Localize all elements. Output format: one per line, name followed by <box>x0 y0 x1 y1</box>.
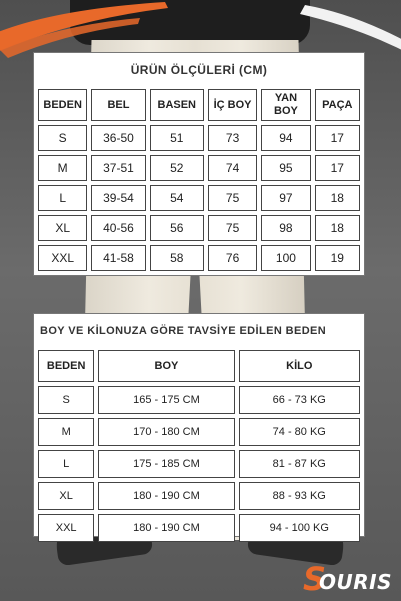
table-cell: M <box>38 155 87 181</box>
table-cell: M <box>38 418 94 446</box>
table-cell: 39-54 <box>91 185 145 211</box>
table-cell: 36-50 <box>91 125 145 151</box>
header-cell: BEDEN <box>38 89 87 121</box>
table-cell: 37-51 <box>91 155 145 181</box>
table-cell: 18 <box>315 215 360 241</box>
header-cell: YAN BOY <box>261 89 310 121</box>
table-cell: 75 <box>208 185 257 211</box>
header-cell: BEDEN <box>38 350 94 382</box>
table-cell: XL <box>38 482 94 510</box>
recommended-size-card <box>33 313 365 537</box>
table-cell: 88 - 93 KG <box>239 482 360 510</box>
souris-logo <box>305 560 401 600</box>
table-header-row <box>38 350 360 382</box>
table-cell: L <box>38 185 87 211</box>
header-cell: BOY <box>98 350 234 382</box>
table-cell: 52 <box>150 155 204 181</box>
table-cell: S <box>38 125 87 151</box>
table-cell: 94 <box>261 125 310 151</box>
table-cell: 97 <box>261 185 310 211</box>
table-cell: 74 <box>208 155 257 181</box>
orange-brush-stroke <box>0 0 170 60</box>
product-measurements-card <box>33 52 365 276</box>
header-cell: PAÇA <box>315 89 360 121</box>
header-cell: KİLO <box>239 350 360 382</box>
table-cell: S <box>38 386 94 414</box>
header-cell: BASEN <box>150 89 204 121</box>
table-cell: 66 - 73 KG <box>239 386 360 414</box>
table-cell: 170 - 180 CM <box>98 418 234 446</box>
table-cell: 100 <box>261 245 310 271</box>
recommended-size-table <box>38 350 360 546</box>
table-cell: 165 - 175 CM <box>98 386 234 414</box>
table-cell: L <box>38 450 94 478</box>
table-cell: 180 - 190 CM <box>98 514 234 542</box>
table-cell: 98 <box>261 215 310 241</box>
table-cell: 180 - 190 CM <box>98 482 234 510</box>
table-row <box>38 482 360 510</box>
table-row <box>38 418 360 446</box>
product-measurements-table <box>38 89 360 275</box>
header-cell: BEL <box>91 89 145 121</box>
table-cell: 76 <box>208 245 257 271</box>
logo-wordmark: OURIS <box>319 570 392 594</box>
table-row <box>38 514 360 542</box>
table-cell: 19 <box>315 245 360 271</box>
white-brush-stroke <box>300 0 401 60</box>
table-cell: 17 <box>315 155 360 181</box>
table-cell: XXL <box>38 245 87 271</box>
table-cell: 40-56 <box>91 215 145 241</box>
header-cell: İÇ BOY <box>208 89 257 121</box>
table-row <box>38 125 360 151</box>
table-cell: 17 <box>315 125 360 151</box>
table-row <box>38 185 360 211</box>
table-cell: 73 <box>208 125 257 151</box>
table-cell: 56 <box>150 215 204 241</box>
table-cell: 175 - 185 CM <box>98 450 234 478</box>
table-row <box>38 245 360 271</box>
table-cell: 94 - 100 KG <box>239 514 360 542</box>
table-cell: 95 <box>261 155 310 181</box>
table-header-row <box>38 89 360 121</box>
table-cell: 18 <box>315 185 360 211</box>
table-cell: 74 - 80 KG <box>239 418 360 446</box>
table-cell: 75 <box>208 215 257 241</box>
table-row <box>38 386 360 414</box>
table-cell: 51 <box>150 125 204 151</box>
table-row <box>38 215 360 241</box>
table-cell: XXL <box>38 514 94 542</box>
table-cell: 54 <box>150 185 204 211</box>
table-cell: 81 - 87 KG <box>239 450 360 478</box>
table-row <box>38 450 360 478</box>
logo-initial: S <box>303 560 327 598</box>
recommended-size-title: BOY VE KİLONUZA GÖRE TAVSİYE EDİLEN BEDEN <box>40 325 327 337</box>
table-cell: 58 <box>150 245 204 271</box>
product-measurements-title: ÜRÜN ÖLÇÜLERİ (CM) <box>130 63 268 77</box>
table-row <box>38 155 360 181</box>
table-cell: XL <box>38 215 87 241</box>
table-cell: 41-58 <box>91 245 145 271</box>
